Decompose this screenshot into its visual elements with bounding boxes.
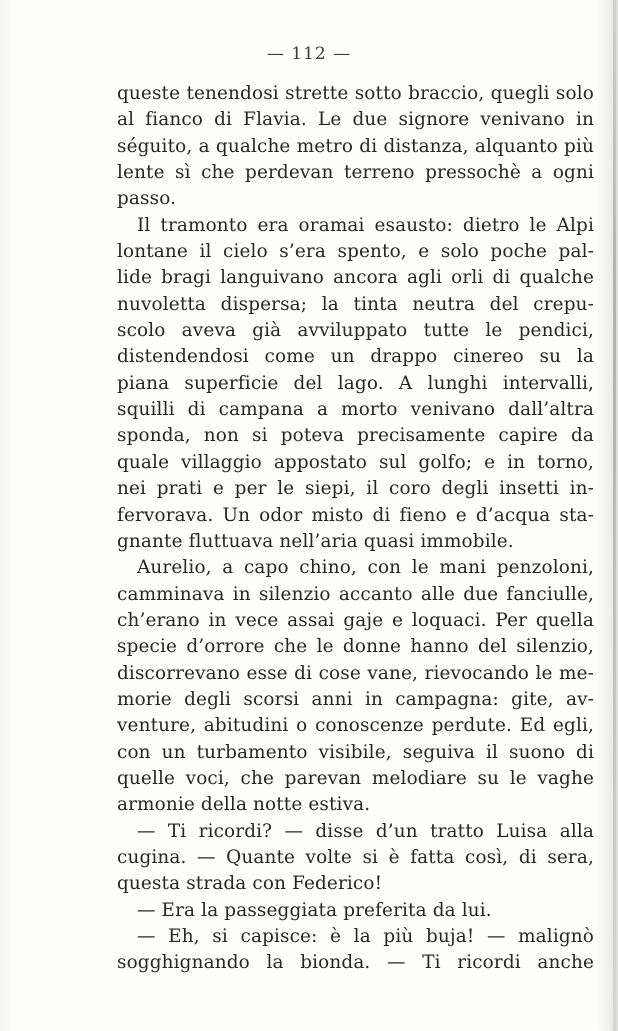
text-line: scolo aveva già avviluppato tutte le pendici, xyxy=(117,320,594,342)
text-line: nuvoletta dispersa; la tinta neutra del crepu- xyxy=(117,293,594,315)
text-line: sogghignando la bionda. — Ti ricordi anche xyxy=(117,952,594,974)
text-line: con un turbamento visibile, seguiva il suono di xyxy=(117,741,594,763)
text-line: queste tenendosi strette sotto braccio, quegli solo xyxy=(117,83,594,104)
text-line: passo. xyxy=(117,188,177,210)
page-number: — 112 — xyxy=(266,44,352,64)
text-line: morie degli scorsi anni in campagna: gite, av- xyxy=(117,688,594,710)
page-edge-shadow xyxy=(613,0,616,1031)
text-line: Il tramonto era oramai esausto: dietro le Alpi xyxy=(137,214,594,236)
text-line: discorrevano esse di cose vane, rievocando le me- xyxy=(117,662,594,684)
text-line: — Ti ricordi? — disse d’un tratto Luisa alla xyxy=(137,820,594,842)
text-line: al fianco di Flavia. Le due signore venivano in xyxy=(117,109,594,131)
text-line: Aurelio, a capo chino, con le mani penzoloni, xyxy=(137,557,594,579)
text-line: camminava in silenzio accanto alle due fanciulle, xyxy=(117,583,594,605)
text-line: squilli di campana a morto venivano dall’altra xyxy=(117,399,594,421)
text-line: venture, abitudini o conoscenze perdute. Ed egli, xyxy=(117,715,594,737)
text-line: ch’erano in vece assai gaje e loquaci. Per quella xyxy=(117,609,594,631)
text-line: specie d’orrore che le donne hanno del silenzio, xyxy=(117,636,594,658)
text-line: quelle voci, che parevan melodiare su le vaghe xyxy=(117,767,594,789)
text-line: lide bragi languivano ancora agli orli di qualche xyxy=(117,267,594,289)
text-line: distendendosi come un drappo cinereo su la xyxy=(117,346,594,368)
text-line: fervorava. Un odor misto di fieno e d’acqua sta- xyxy=(117,504,594,526)
text-line: cugina. — Quante volte si è fatta così, di sera, xyxy=(117,846,594,868)
text-line: sponda, non si poteva precisamente capire da xyxy=(117,425,594,447)
body-text xyxy=(117,81,594,977)
text-line: piana superficie del lago. A lunghi intervalli, xyxy=(117,372,594,394)
text-line: nei prati e per le siepi, il coro degli insetti in- xyxy=(117,478,594,500)
text-line: gnante fluttuava nell’aria quasi immobile. xyxy=(117,530,514,552)
text-line: séguito, a qualche metro di distanza, alquanto più xyxy=(117,135,594,157)
text-line: lente sì che perdevan terreno pressochè a ogni xyxy=(117,162,594,184)
text-line: — Eh, si capisce: è la più buja! — malignò xyxy=(137,926,594,947)
text-line: — Era la passeggiata preferita da lui. xyxy=(137,899,492,921)
text-line: armonie della notte estiva. xyxy=(117,794,371,816)
text-line: questa strada con Federico! xyxy=(117,873,383,895)
text-line: lontane il cielo s’era spento, e solo poche pal- xyxy=(117,241,594,263)
text-line: quale villaggio appostato sul golfo; e in torno, xyxy=(117,451,594,473)
